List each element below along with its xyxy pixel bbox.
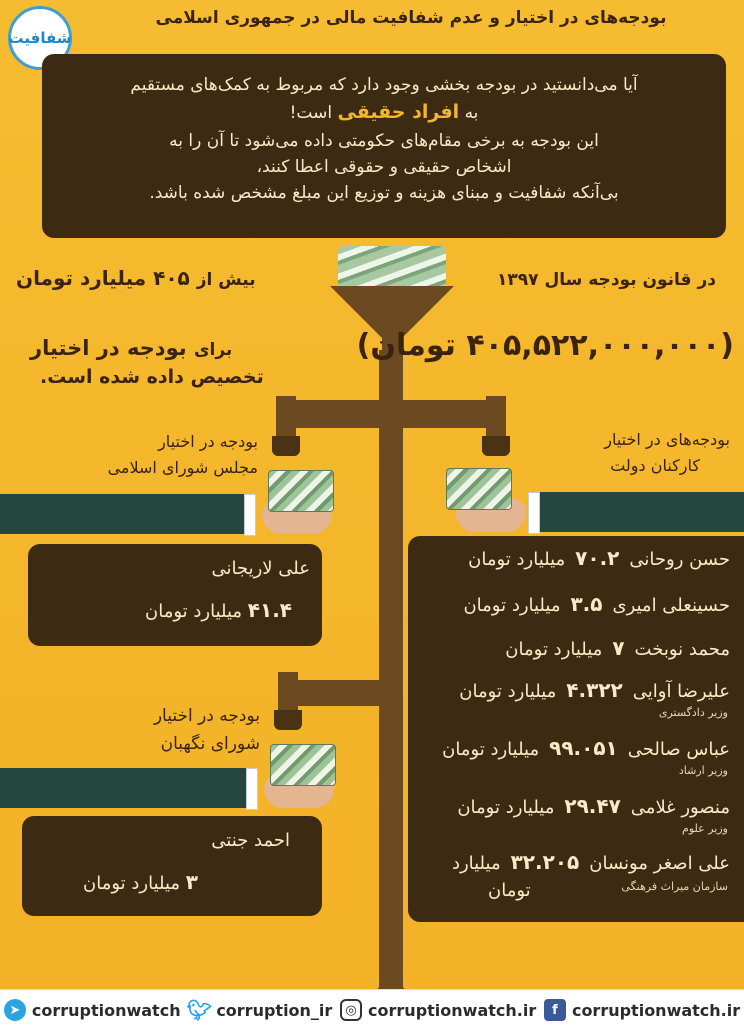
- government-item-amount-num: ۴.۳۲۲: [566, 678, 623, 702]
- footer-twitter[interactable]: [188, 999, 332, 1021]
- guardian-amount-num: ۳: [185, 870, 198, 894]
- parliament-label-2: مجلس شورای اسلامی: [107, 458, 258, 477]
- pole-drop-right-1: [486, 396, 506, 438]
- twitter-handle: corruption_ir: [216, 1000, 333, 1020]
- government-item-name: عباس صالحی: [627, 739, 730, 760]
- government-item-amount-unit-2: تومان: [488, 880, 531, 901]
- instagram-icon: ◎: [340, 999, 362, 1021]
- government-item-name: منصور غلامی: [630, 797, 730, 818]
- for-discretionary: [30, 336, 232, 360]
- intro-box: [42, 54, 726, 238]
- government-item-amount-num: ۳.۵: [570, 592, 603, 616]
- government-item: [505, 636, 730, 660]
- government-item: [463, 592, 730, 616]
- intro-highlight: افراد حقیقی: [337, 101, 460, 124]
- parliament-amount-num: ۴۱.۴: [247, 598, 292, 622]
- government-cuff: [528, 492, 540, 534]
- telegram-handle: corruptionwatch: [31, 1000, 181, 1020]
- footer-telegram[interactable]: [4, 999, 181, 1021]
- cash-stack-icon: [338, 246, 446, 288]
- spout-left-2: [274, 710, 302, 730]
- twitter-icon: 🐦︎: [186, 998, 213, 1022]
- government-item: [442, 736, 730, 760]
- footer-instagram[interactable]: [340, 999, 536, 1021]
- government-item-amount-num: ۷: [612, 636, 625, 660]
- page-title: بودجه‌های در اختیار و عدم شفافیت مالی در جمهوری اسلامی: [155, 8, 667, 28]
- for-label: برای: [193, 340, 233, 360]
- more-than-label: بیش از: [196, 270, 256, 290]
- guardian-label-2: شورای نگهبان: [160, 734, 260, 754]
- government-item: [459, 678, 730, 702]
- government-item-amount-unit: میلیارد تومان: [468, 549, 566, 570]
- guardian-cuff: [246, 768, 258, 810]
- guardian-sleeve: [0, 768, 248, 808]
- government-item-amount-unit: میلیارد تومان: [457, 797, 555, 818]
- allocated-label: تخصیص داده شده است.: [40, 366, 264, 388]
- parliament-amount-unit: میلیارد تومان: [145, 601, 243, 622]
- intro-line-3: این بودجه به برخی مقام‌های حکومتی داده می‌شود تا آن را به: [169, 130, 599, 151]
- government-label-2: کارکنان دولت: [610, 456, 700, 475]
- footer-facebook[interactable]: [544, 999, 740, 1021]
- government-item-name: محمد نوبخت: [634, 639, 730, 660]
- government-box: [408, 536, 744, 922]
- budget-summary: [16, 266, 256, 290]
- budget-law-label: در قانون بودجه سال ۱۳۹۷: [497, 270, 716, 290]
- parliament-cuff: [244, 494, 256, 536]
- intro-line-1: آیا می‌دانستید در بودجه بخشی وجود دارد که مربوط به کمک‌های مستقیم: [130, 75, 638, 95]
- guardian-amount: [83, 870, 198, 894]
- government-label-1: بودجه‌های در اختیار: [604, 430, 730, 449]
- facebook-handle: corruptionwatch.ir: [571, 1000, 741, 1020]
- parliament-person: علی لاریجانی: [211, 558, 310, 579]
- guardian-label-1: بودجه در اختیار: [153, 706, 260, 726]
- government-item-amount-num: ۲۹.۴۷: [564, 794, 621, 818]
- guardian-box: [22, 816, 322, 916]
- government-item-role: وزیر علوم: [682, 822, 728, 835]
- budget-amount-full: (۴۰۵,۵۲۲,۰۰۰,۰۰۰ تومان): [356, 328, 734, 363]
- parliament-money-icon: [268, 470, 334, 512]
- government-item-role: وزیر ارشاد: [678, 764, 728, 777]
- government-item: [452, 850, 730, 874]
- guardian-money-icon: [270, 744, 336, 786]
- government-item-amount-unit: میلیارد: [451, 853, 501, 874]
- logo-text: شفافیت: [8, 29, 72, 47]
- government-item-name: علی اصغر مونسان: [589, 853, 730, 874]
- telegram-icon: ➤: [4, 999, 26, 1021]
- government-item-amount-unit: میلیارد تومان: [463, 595, 561, 616]
- government-item-role: سازمان میراث فرهنگی: [621, 880, 728, 893]
- intro-line-2-pre: به: [464, 103, 479, 124]
- government-item-name: حسینعلی امیری: [612, 595, 730, 616]
- government-item-amount-unit: میلیارد تومان: [459, 681, 557, 702]
- pole-drop-left-1: [276, 396, 296, 438]
- government-item-amount-unit: میلیارد تومان: [505, 639, 603, 660]
- government-money-icon: [446, 468, 512, 510]
- intro-line-2: [42, 98, 726, 127]
- parliament-sleeve: [0, 494, 246, 534]
- budget-amount-short: ۴۰۵ میلیارد تومان: [16, 266, 190, 290]
- intro-line-2-post: است!: [289, 103, 333, 124]
- main-pole: [379, 350, 403, 990]
- government-item-amount-num: ۳۲.۲۰۵: [510, 850, 580, 874]
- government-item-amount-unit: میلیارد تومان: [442, 739, 540, 760]
- pole-drop-left-2: [278, 672, 298, 712]
- footer: [0, 989, 744, 1030]
- guardian-person: احمد جنتی: [211, 830, 290, 851]
- government-sleeve: [538, 492, 744, 532]
- intro-line-4: اشخاص حقیقی و حقوقی اعطا کنند،: [256, 157, 512, 178]
- parliament-label-1: بودجه در اختیار: [158, 432, 258, 451]
- instagram-handle: corruptionwatch.ir: [368, 1000, 537, 1020]
- guardian-amount-unit: میلیارد تومان: [83, 873, 181, 894]
- government-item-role: وزیر دادگستری: [658, 706, 728, 719]
- spout-left-1: [272, 436, 300, 456]
- pole-branch-1: [276, 400, 504, 428]
- government-item: [468, 546, 730, 570]
- government-item-amount-num: ۷۰.۲: [575, 546, 620, 570]
- government-item: [457, 794, 730, 818]
- discretionary-label: بودجه در اختیار: [30, 336, 187, 360]
- government-item-name: حسن روحانی: [629, 549, 730, 570]
- parliament-amount: [145, 598, 292, 622]
- spout-right-1: [482, 436, 510, 456]
- intro-line-5: بی‌آنکه شفافیت و مبنای هزینه و توزیع این مبلغ مشخص شده باشد.: [149, 183, 619, 204]
- government-item-name: علیرضا آوایی: [632, 681, 730, 702]
- facebook-icon: f: [544, 999, 566, 1021]
- government-item-amount-num: ۹۹.۰۵۱: [549, 736, 618, 760]
- parliament-box: [28, 544, 322, 646]
